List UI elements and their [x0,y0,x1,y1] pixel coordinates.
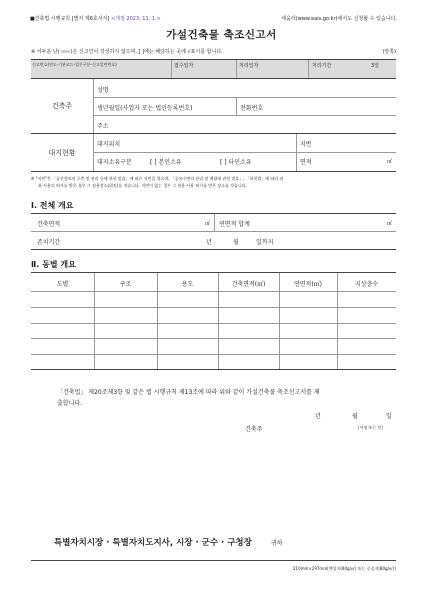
column-header: 건축면적(㎡) [231,281,266,288]
column-header: 도별 [56,281,69,288]
instructions [31,48,223,55]
shade-sample [61,50,70,53]
overview-heading: Ⅰ. 전체 개요 [31,201,74,210]
own-label: 본인소유 [158,159,182,166]
date-year: 년 [315,413,321,420]
total-floor-area-unit: ㎡ [387,221,393,227]
period-day: 일까지 [256,239,274,246]
paper-spec: 210mm×297mm[백상지(80g/㎡) 또는 중질지(80g/㎡)] [293,566,396,571]
date-month: 월 [352,413,358,420]
own-checkbox[interactable] [150,157,182,166]
page-side: (앞쪽) [382,49,396,55]
site-location-label: 대지위치 [97,141,121,148]
processing-period-label: 처리기간 [312,63,332,69]
column-header: 용도 [181,281,194,288]
site-lot-label: 지번 [300,141,312,148]
form-source-prefix: ■건축법 시행규칙 [별지 제6호서식] [30,16,110,22]
declaration-line1: 「건축법」 제20조제3항 및 같은 법 시행규칙 제13조에 따라 위와 같이 가설건축물 축조신고서를 제 [57,389,320,396]
rule [31,78,396,79]
retention-period-label: 존치기간 [37,239,61,246]
receipt-number-label: 신고번호(연도-기관코드-업무구분-신고일련번호) [32,62,117,67]
date-day: 일 [386,413,392,420]
recipient [54,530,283,549]
building-area-unit: ㎡ [205,221,211,227]
column-header: 지상층수 [354,281,379,288]
owner-phone-label: 전화번호 [240,105,264,112]
form-source [30,15,161,22]
sign-hint: (서명 또는 인) [358,425,383,430]
receipt-date-label: 접수일자 [174,63,194,69]
other-checkbox-box: [ ] [220,159,227,166]
processed-date-label: 처리일자 [239,63,259,69]
instructions-a: ※ 어두운 난( [31,49,60,55]
declaration-line2: 출합니다. [57,400,83,407]
recipient-suffix: 귀하 [270,540,283,547]
own-checkbox-box: [ ] [150,159,157,166]
instructions-b: )은 신고인이 작성하지 않으며, [ ]에는 해당하는 곳에 √표시를 합니다. [70,49,223,55]
site-ownership-label: 대지소유구분 [97,159,132,166]
site-area-unit: ㎡ [387,159,393,165]
table-row [31,354,396,355]
table-row [31,338,396,339]
site-area-label: 면적 [300,159,312,166]
processing-period-value: 3일 [371,63,380,69]
owner-birth-label: 생년월일(사업자 또는 법인등록번호) [97,105,193,112]
form-revision: <개정 2023. 11. 1.> [110,16,161,22]
recipient-office: 특별자치시장 · 특별자치도지사, 시장 · 군수 · 구청장 [54,538,252,548]
other-checkbox[interactable] [220,157,252,166]
owner-name-label: 성명 [97,87,109,94]
buildings-heading: Ⅱ. 동별 개요 [31,260,76,269]
lot-note-line1: ※ "지번"은 「공간정보의 구축 및 관리 등에 관한 법률」에 따른 지번을 적으며, 「공유수면의 관리 및 매립에 관한 법률」, 「하천법」에 따라 점 [31,176,284,181]
lot-note-line2: 유·사용의 허가를 받은 경우 그 점용장소(위치)를 적습니다. 지번이 없는 경우 그 점용·사용 허가를 받은 장소를 적습니다. [38,183,247,188]
column-header: 연면적(㎡) [293,281,323,288]
form-title: 가설건축물 축조신고서 [166,29,277,41]
period-month: 월 [233,239,239,246]
column-header: 구조 [119,281,132,288]
total-floor-area-label: 연면적 합계 [219,221,250,228]
signer-label: 건축주 [245,426,263,433]
building-area-label: 건축면적 [37,221,61,228]
owner-section-label: 건축주 [51,102,73,110]
online-notice: 세움터(www.eais.go.kr)에서도 신청할 수 있습니다. [281,16,397,22]
table-row [31,291,396,292]
table-row [31,323,396,324]
period-year: 년 [206,239,212,246]
table-row [31,307,396,308]
other-label: 타인소유 [228,159,252,166]
site-section-label: 대지현황 [48,149,76,157]
owner-address-label: 주소 [97,123,109,130]
